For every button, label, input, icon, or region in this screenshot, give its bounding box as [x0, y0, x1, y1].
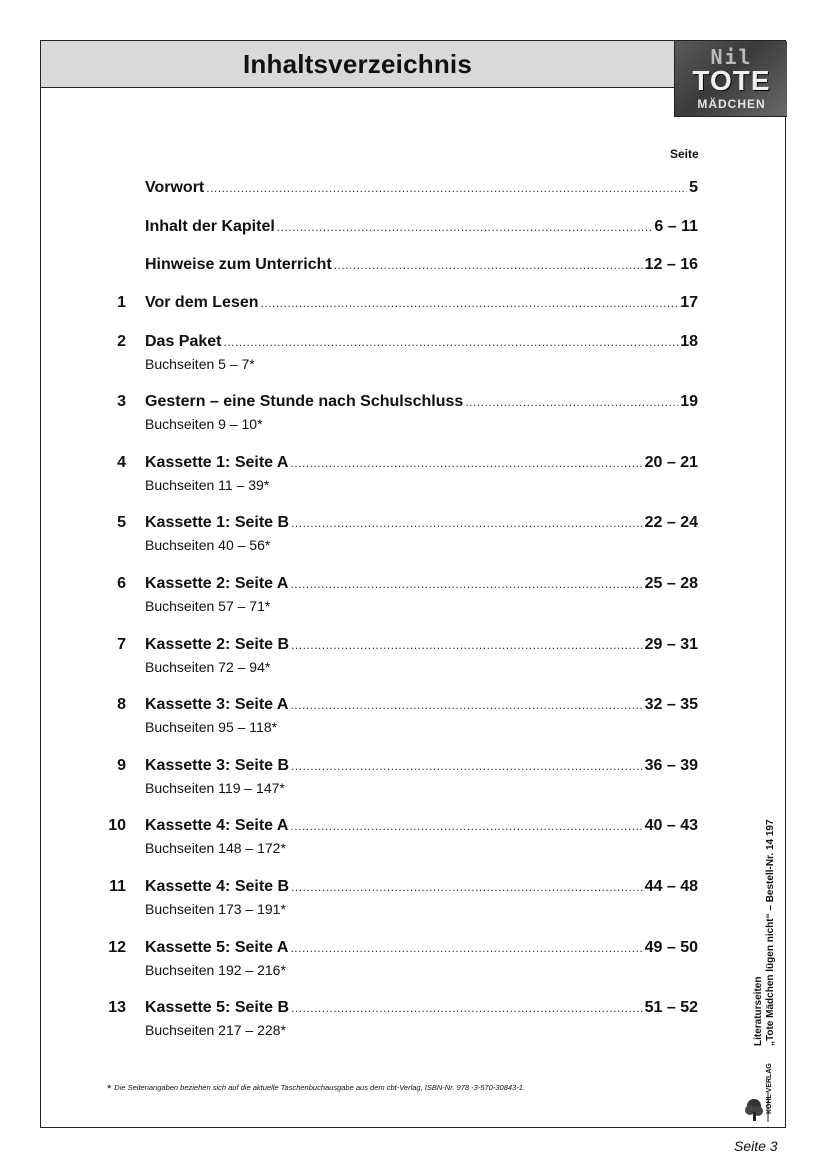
toc-title: Kassette 4: Seite A [145, 817, 289, 834]
toc-title: Hinweise zum Unterricht [145, 256, 332, 273]
toc-leader-dots [224, 332, 679, 352]
toc-leader-dots [290, 816, 642, 836]
toc-leader-dots [291, 998, 643, 1018]
toc-chapter-number: 11 [109, 878, 126, 895]
toc-book-pages: Buchseiten 95 – 118* [145, 719, 278, 735]
toc-page-number: 40 – 43 [644, 817, 698, 834]
toc-line [145, 453, 698, 473]
toc-line [145, 998, 698, 1018]
toc-chapter-number: 4 [117, 454, 126, 471]
publisher-name: KOHL VERLAG [766, 1063, 773, 1114]
toc-book-pages: Buchseiten 72 – 94* [145, 659, 271, 675]
toc-leader-dots [334, 255, 643, 275]
toc-title: Vorwort [145, 179, 205, 196]
side-imprint [753, 819, 777, 1046]
toc-page-number: 51 – 52 [644, 999, 698, 1016]
toc-title: Kassette 3: Seite B [145, 757, 290, 774]
toc-page-number: 19 [680, 393, 698, 410]
toc-chapter-number: 9 [117, 757, 126, 774]
toc-title: Das Paket [145, 333, 222, 350]
toc-chapter-number: 13 [108, 999, 126, 1016]
page-column-label: Seite [670, 147, 699, 161]
page-title: Inhaltsverzeichnis [242, 49, 473, 79]
toc-line [145, 938, 698, 958]
toc-line [145, 695, 698, 715]
toc-chapter-number: 8 [117, 696, 126, 713]
toc-leader-dots [290, 938, 642, 958]
toc-leader-dots [290, 574, 642, 594]
toc-line [145, 574, 698, 594]
toc-page-number: 36 – 39 [644, 757, 698, 774]
toc-leader-dots [261, 293, 679, 313]
toc-page-number: 32 – 35 [644, 696, 698, 713]
toc-title: Kassette 4: Seite B [145, 878, 290, 895]
page-number: Seite 3 [734, 1138, 778, 1154]
toc-book-pages: Buchseiten 217 – 228* [145, 1022, 286, 1038]
toc-line [145, 756, 698, 776]
logo-text-top: Nil [710, 45, 753, 69]
toc-chapter-number: 10 [108, 817, 126, 834]
toc-book-pages: Buchseiten 119 – 147* [145, 780, 285, 796]
toc-page-number: 22 – 24 [644, 514, 698, 531]
toc-title: Gestern – eine Stunde nach Schulschluss [145, 393, 464, 410]
toc-page-number: 44 – 48 [644, 878, 698, 895]
toc-book-pages: Buchseiten 5 – 7* [145, 356, 255, 372]
toc-chapter-number: 1 [117, 294, 126, 311]
toc-line [145, 178, 698, 198]
toc-page-number: 5 [689, 179, 698, 196]
toc-leader-dots [291, 513, 643, 533]
toc-leader-dots [290, 695, 642, 715]
toc-line [145, 877, 698, 897]
toc-book-pages: Buchseiten 40 – 56* [145, 537, 271, 553]
toc-title: Kassette 2: Seite B [145, 636, 290, 653]
toc-page-number: 29 – 31 [644, 636, 698, 653]
toc-line [145, 217, 698, 237]
toc-leader-dots [465, 392, 678, 412]
toc-chapter-number: 12 [108, 939, 126, 956]
toc-page-number: 17 [680, 294, 698, 311]
footnote-marker: * [107, 1083, 112, 1095]
toc-book-pages: Buchseiten 148 – 172* [145, 840, 286, 856]
footnote [107, 1083, 525, 1095]
toc-leader-dots [291, 877, 643, 897]
toc-line [145, 513, 698, 533]
toc-book-pages: Buchseiten 192 – 216* [145, 962, 286, 978]
toc-page-number: 6 – 11 [654, 218, 698, 235]
toc-title: Inhalt der Kapitel [145, 218, 275, 235]
toc-chapter-number: 5 [117, 514, 126, 531]
toc-line [145, 293, 698, 313]
toc-chapter-number: 6 [117, 575, 126, 592]
toc-line [145, 255, 698, 275]
toc-book-pages: Buchseiten 173 – 191* [145, 901, 286, 917]
toc-leader-dots [290, 453, 642, 473]
toc-leader-dots [277, 217, 653, 237]
toc-page-number: 12 – 16 [644, 256, 698, 273]
toc-book-pages: Buchseiten 11 – 39* [145, 477, 270, 493]
toc-line [145, 816, 698, 836]
toc-title: Kassette 1: Seite A [145, 454, 289, 471]
toc-title: Kassette 2: Seite A [145, 575, 289, 592]
toc-line [145, 332, 698, 352]
logo-text-main: TOTE [692, 65, 771, 96]
toc-leader-dots [206, 178, 687, 198]
toc-leader-dots [291, 635, 643, 655]
footnote-text: Die Seitenangaben beziehen sich auf die aktuelle Taschenbuchausgabe aus dem cbt-Verlag, ISBN-Nr. 978 -3-570-30843-1. [114, 1083, 525, 1092]
toc-page-number: 18 [680, 333, 698, 350]
toc-title: Kassette 3: Seite A [145, 696, 289, 713]
toc-book-pages: Buchseiten 9 – 10* [145, 416, 263, 432]
toc-title: Kassette 5: Seite A [145, 939, 289, 956]
toc-page-number: 25 – 28 [644, 575, 698, 592]
toc-line [145, 635, 698, 655]
toc-page-number: 20 – 21 [644, 454, 698, 471]
toc-title: Kassette 1: Seite B [145, 514, 290, 531]
toc-leader-dots [291, 756, 643, 776]
toc-chapter-number: 7 [117, 636, 126, 653]
toc-chapter-number: 2 [117, 333, 126, 350]
toc-title: Kassette 5: Seite B [145, 999, 290, 1016]
side-imprint-series: Literaturseiten [753, 976, 764, 1046]
toc-line [145, 392, 698, 412]
toc-book-pages: Buchseiten 57 – 71* [145, 598, 271, 614]
toc-page-number: 49 – 50 [644, 939, 698, 956]
toc-title: Vor dem Lesen [145, 294, 259, 311]
logo-text-bottom: MÄDCHEN [697, 97, 766, 111]
side-imprint-title: „Tote Mädchen lügen nicht“ – Bestell-Nr. 14 197 [765, 819, 776, 1046]
toc-chapter-number: 3 [117, 393, 126, 410]
